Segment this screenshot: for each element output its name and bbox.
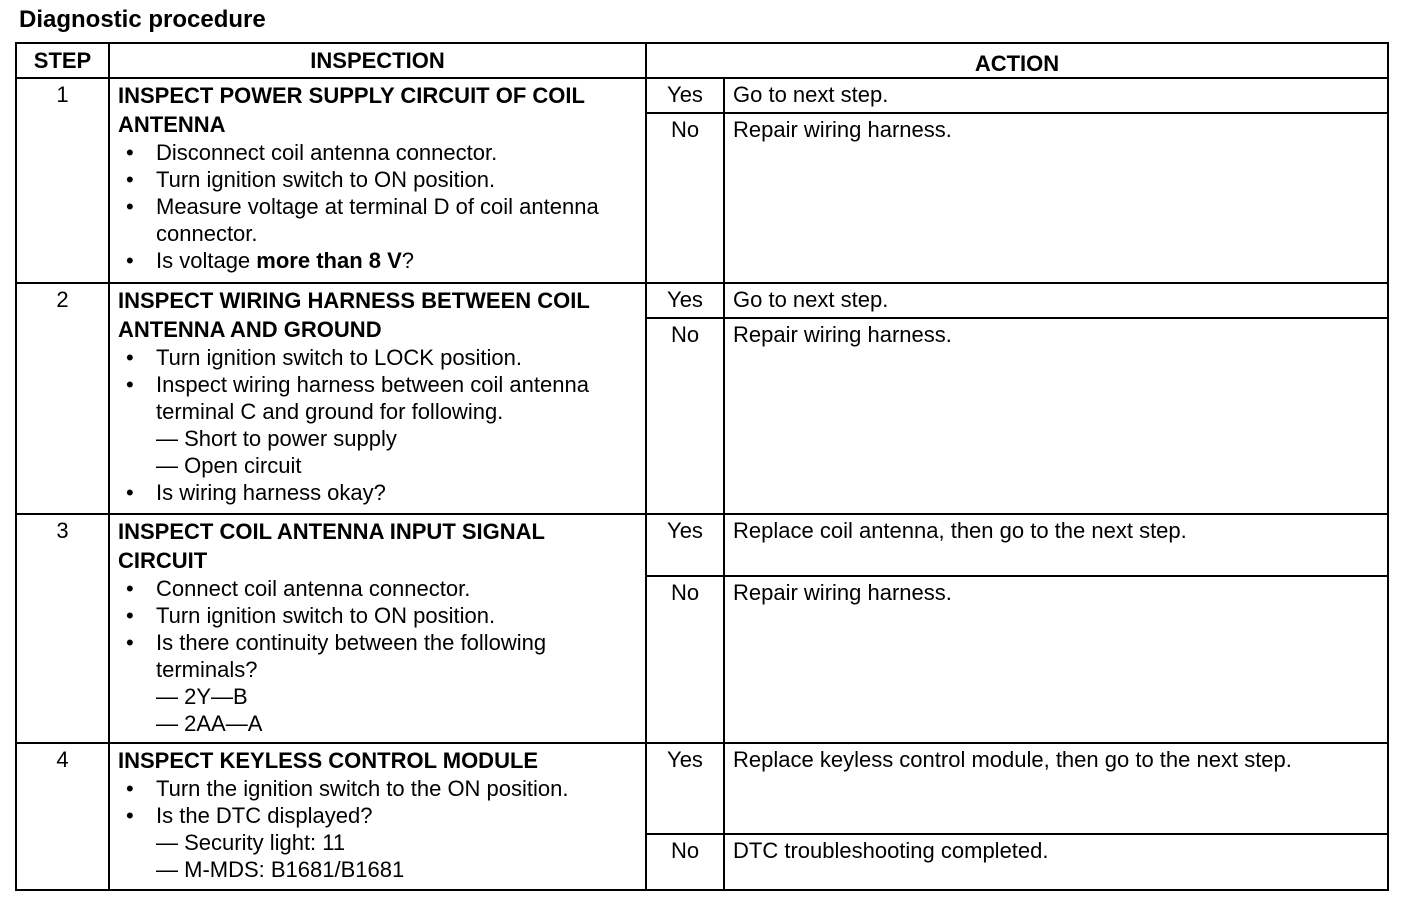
no-action: Repair wiring harness.: [724, 576, 1388, 743]
step-inspection: [109, 514, 646, 743]
step-number: 3: [16, 514, 109, 743]
yes-label: Yes: [646, 743, 724, 834]
diagnostic-table: [15, 42, 1389, 891]
header-inspection: INSPECTION: [109, 43, 646, 78]
sub-list: [156, 425, 639, 479]
sub-list: [156, 683, 639, 737]
sub-list: [156, 829, 639, 883]
sub-item: — 2AA—A: [156, 711, 263, 736]
bullet-list: [118, 575, 639, 737]
bullet-text: Is there continuity between the following terminals?: [156, 630, 547, 682]
sub-item: — Short to power supply: [156, 426, 397, 451]
bullet-item: • Measure voltage at terminal D of coil antenna connector.: [126, 193, 639, 247]
bullet-item: [126, 371, 639, 479]
bullet-item: • Turn the ignition switch to the ON position.: [126, 775, 639, 802]
header-step: STEP: [16, 43, 109, 78]
bullet-item-question: [126, 247, 639, 274]
bullet-item: • Turn ignition switch to LOCK position.: [126, 344, 639, 371]
bullet-item: • Connect coil antenna connector.: [126, 575, 639, 602]
step-number: 4: [16, 743, 109, 890]
step-title: INSPECT COIL ANTENNA INPUT SIGNAL CIRCUIT: [118, 519, 545, 573]
no-label: No: [646, 576, 724, 743]
step-1-yes-row: [16, 78, 1388, 113]
no-label: No: [646, 113, 724, 283]
step-title: INSPECT WIRING HARNESS BETWEEN COIL ANTENNA AND GROUND: [118, 288, 590, 342]
bullet-list: [118, 775, 639, 883]
sub-item: — Security light: 11: [156, 830, 346, 855]
bullet-list: [118, 139, 639, 274]
bullet-item: • Turn ignition switch to ON position.: [126, 602, 639, 629]
step-inspection: [109, 283, 646, 514]
step-inspection: [109, 743, 646, 890]
step-4-yes-row: [16, 743, 1388, 834]
header-row: [16, 43, 1388, 78]
bullet-list: [118, 344, 639, 506]
sub-item: — M-MDS: B1681/B1681: [156, 857, 405, 882]
no-action: DTC troubleshooting completed.: [724, 834, 1388, 890]
yes-label: Yes: [646, 78, 724, 113]
yes-action: Go to next step.: [724, 283, 1388, 318]
question-bold: more than 8 V: [256, 248, 402, 273]
no-action: Repair wiring harness.: [724, 318, 1388, 514]
step-3-yes-row: [16, 514, 1388, 576]
step-title: INSPECT KEYLESS CONTROL MODULE: [118, 748, 539, 773]
bullet-text: Is the DTC displayed?: [156, 803, 373, 828]
bullet-item: [126, 802, 639, 883]
step-number: 2: [16, 283, 109, 514]
no-label: No: [646, 834, 724, 890]
bullet-item: • Disconnect coil antenna connector.: [126, 139, 639, 166]
page-title: Diagnostic procedure: [19, 6, 266, 33]
no-label: No: [646, 318, 724, 514]
yes-action: Replace keyless control module, then go to the next step.: [724, 743, 1388, 834]
yes-action: Replace coil antenna, then go to the next step.: [724, 514, 1388, 576]
step-2-yes-row: [16, 283, 1388, 318]
yes-label: Yes: [646, 283, 724, 318]
bullet-item-question: • Is wiring harness okay?: [126, 479, 639, 506]
question-suffix: ?: [401, 248, 415, 273]
bullet-item: • Turn ignition switch to ON position.: [126, 166, 639, 193]
question-text: Is voltage: [156, 248, 257, 273]
bullet-item: [126, 629, 639, 737]
no-action: Repair wiring harness.: [724, 113, 1388, 283]
step-number: 1: [16, 78, 109, 283]
sub-item: — Open circuit: [156, 453, 302, 478]
yes-label: Yes: [646, 514, 724, 576]
step-inspection: [109, 78, 646, 283]
bullet-text: Inspect wiring harness between coil antenna terminal C and ground for following.: [156, 372, 589, 424]
sub-item: — 2Y—B: [156, 684, 248, 709]
yes-action: Go to next step.: [724, 78, 1388, 113]
header-action: ACTION: [646, 43, 1388, 78]
step-title: INSPECT POWER SUPPLY CIRCUIT OF COIL ANTENNA: [118, 83, 585, 137]
